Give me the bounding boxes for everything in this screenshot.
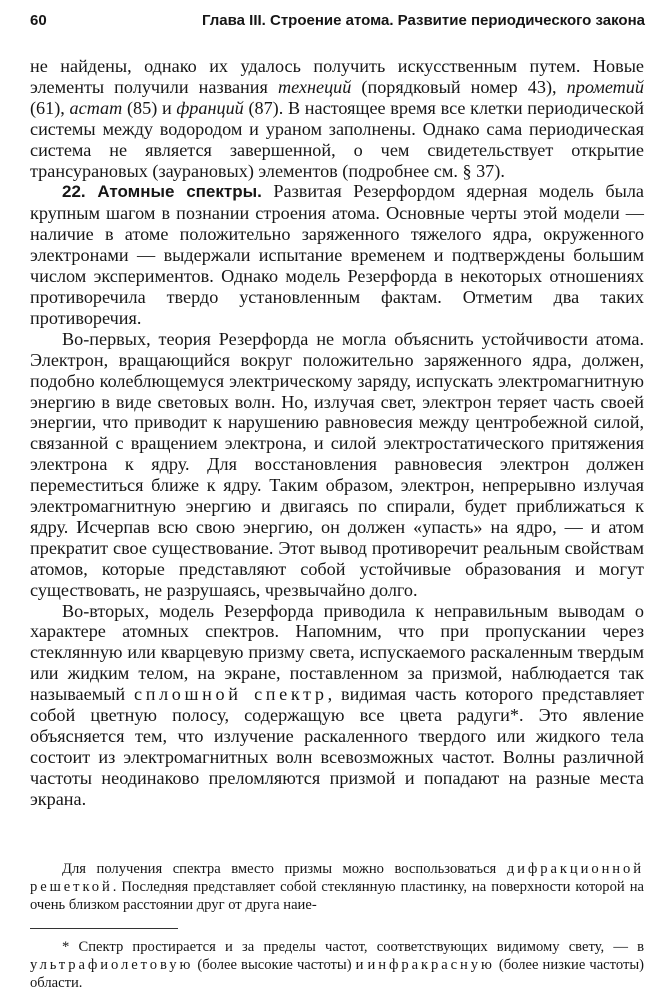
element-name-promethium: прометий [566,76,644,97]
paragraph-first-contradiction: Во-первых, теория Резерфорда не могла объяснить устойчивости атома. Электрон, вращающийся вокруг положительно заряженного ядра, должен, подобно колеблющемуся электрическому заряду, испускать электромагнитную энергию в виде световых волн. Но, излучая свет, электрон теряет часть своей энергии, что приводит к нарушению равновесия между центробежной силой, связанной с вращением электрона, и силой электростатического притяжения электрона к ядру. Для восстановления равновесия электрон должен переместиться ближе к ядру. Таким образом, электрон, непрерывно излучая электромагнитную энергию и двигаясь по спирали, будет приближаться к ядру. Исчерпав всю свою энергию, он должен «упасть» на ядро, — и атом прекратит свое существование. Этот вывод противоречит реальным свойствам атомов, которые представляют собой устойчивые образования и могут существовать, не разрушаясь, чрезвычайно долго. [30,328,644,600]
paragraph-continued: не найдены, однако их удалось получить искусственным путем. Новые элементы получили названия технеций (порядковый номер 43), прометий (61), астат (85) и франций (87). В настоящее время все клетки периодической системы между водородом и ураном заполнены. Однако сама периодическая система не является завершенной, о чем свидетельствует открытие трансурановых (заурановых) элементов (подробнее см. § 37). [30,56,644,181]
term-continuous-spectrum: сплошной спектр [133,684,328,705]
section-heading: 22. Атомные спектры. [62,182,262,202]
footnote: * Спектр простирается и за пределы частот, соответствующих видимому свету, — в ультрафиолетовую (более высокие частоты) и инфракрасную (более низкие частоты) области. [30,939,644,991]
small-print-note: Для получения спектра вместо призмы можно воспользоваться дифракционной решеткой. Последняя представляет собой стеклянную пластинку, на поверхности которой на очень близком расстоянии друг от друга наие- [30,861,644,913]
term-infrared: инфракрасную [367,957,495,973]
paragraph-atomic-spectra: 22. Атомные спектры. Развитая Резерфордом ядерная модель была крупным шагом в познании строения атома. Основные черты этой модели — наличие в атоме положительно заряженного тяжелого ядра, окруженного электронами — выдержали испытание временем и подтверждены большим числом экспериментов. Однако модель Резерфорда в некоторых отношениях противоречила твердо установленным фактам. Отметим два таких противоречия. [30,181,644,328]
element-name-astatine: астат [69,97,123,118]
footnote-divider [30,928,178,929]
body-text [30,56,644,810]
page-number: 60 [30,12,47,29]
page-header [30,12,645,38]
term-ultraviolet: ультрафиолетовую [30,957,194,973]
term-diffraction-grating: дифракционной решеткой [30,861,644,895]
paragraph-second-contradiction: Во-вторых, модель Резерфорда приводила к неправильным выводам о характере атомных спектров. Напомним, что при пропускании через стеклянную или кварцевую призму света, испускаемого раскаленным твердым или жидким телом, на экране, поставленном за призмой, наблюдается так называемый сплошной спектр, видимая часть которого представляет собой цветную полосу, содержащую все цвета радуги*. Это явление объясняется тем, что излучение раскаленного твердого или жидкого тела состоит из электромагнитных волн всевозможных частот. Волны различной частоты неодинаково преломляются призмой и попадают на разные места экрана. [30,600,644,809]
running-title: Глава III. Строение атома. Развитие периодического закона [202,12,645,29]
element-name-technetium: технеций [277,76,352,97]
element-name-francium: франций [176,97,244,118]
